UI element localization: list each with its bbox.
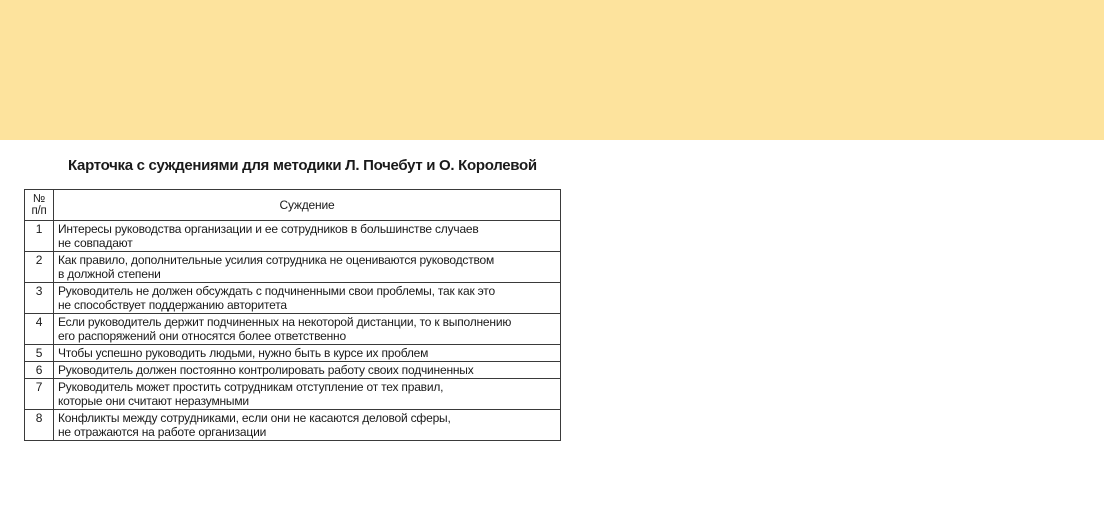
row-judgement: Если руководитель держит подчиненных на некоторой дистанции, то к выполнению его распоряжений они относятся более ответственно xyxy=(54,314,561,345)
row-judgement: Интересы руководства организации и ее сотрудников в большинстве случаев не совпадают xyxy=(54,221,561,252)
row-number: 7 xyxy=(25,379,54,410)
table-row xyxy=(25,314,561,345)
table-row xyxy=(25,410,561,441)
row-judgement: Руководитель не должен обсуждать с подчиненными свои проблемы, так как это не способствует поддержанию авторитета xyxy=(54,283,561,314)
judgements-table xyxy=(24,189,561,441)
row-judgement: Как правило, дополнительные усилия сотрудника не оцениваются руководством в должной степени xyxy=(54,252,561,283)
table-header-row xyxy=(25,190,561,221)
table-row xyxy=(25,379,561,410)
number-column-header xyxy=(25,190,54,221)
card-title: Карточка с суждениями для методики Л. Почебут и О. Королевой xyxy=(68,157,537,174)
top-banner xyxy=(0,0,1104,140)
row-number: 1 xyxy=(25,221,54,252)
row-number: 8 xyxy=(25,410,54,441)
row-judgement: Руководитель может простить сотрудникам отступление от тех правил, которые они считают неразумными xyxy=(54,379,561,410)
row-number: 2 xyxy=(25,252,54,283)
table-row xyxy=(25,345,561,362)
number-header-line1: № xyxy=(32,193,46,205)
row-judgement: Чтобы успешно руководить людьми, нужно быть в курсе их проблем xyxy=(54,345,561,362)
row-number: 3 xyxy=(25,283,54,314)
row-number: 6 xyxy=(25,362,54,379)
table-row xyxy=(25,252,561,283)
table-row xyxy=(25,221,561,252)
table-row xyxy=(25,283,561,314)
judgement-column-header: Суждение xyxy=(54,190,561,221)
row-number: 5 xyxy=(25,345,54,362)
number-header-line2: п/п xyxy=(31,205,47,217)
row-number: 4 xyxy=(25,314,54,345)
row-judgement: Руководитель должен постоянно контролировать работу своих подчиненных xyxy=(54,362,561,379)
row-judgement: Конфликты между сотрудниками, если они не касаются деловой сферы, не отражаются на работе организации xyxy=(54,410,561,441)
table-row xyxy=(25,362,561,379)
